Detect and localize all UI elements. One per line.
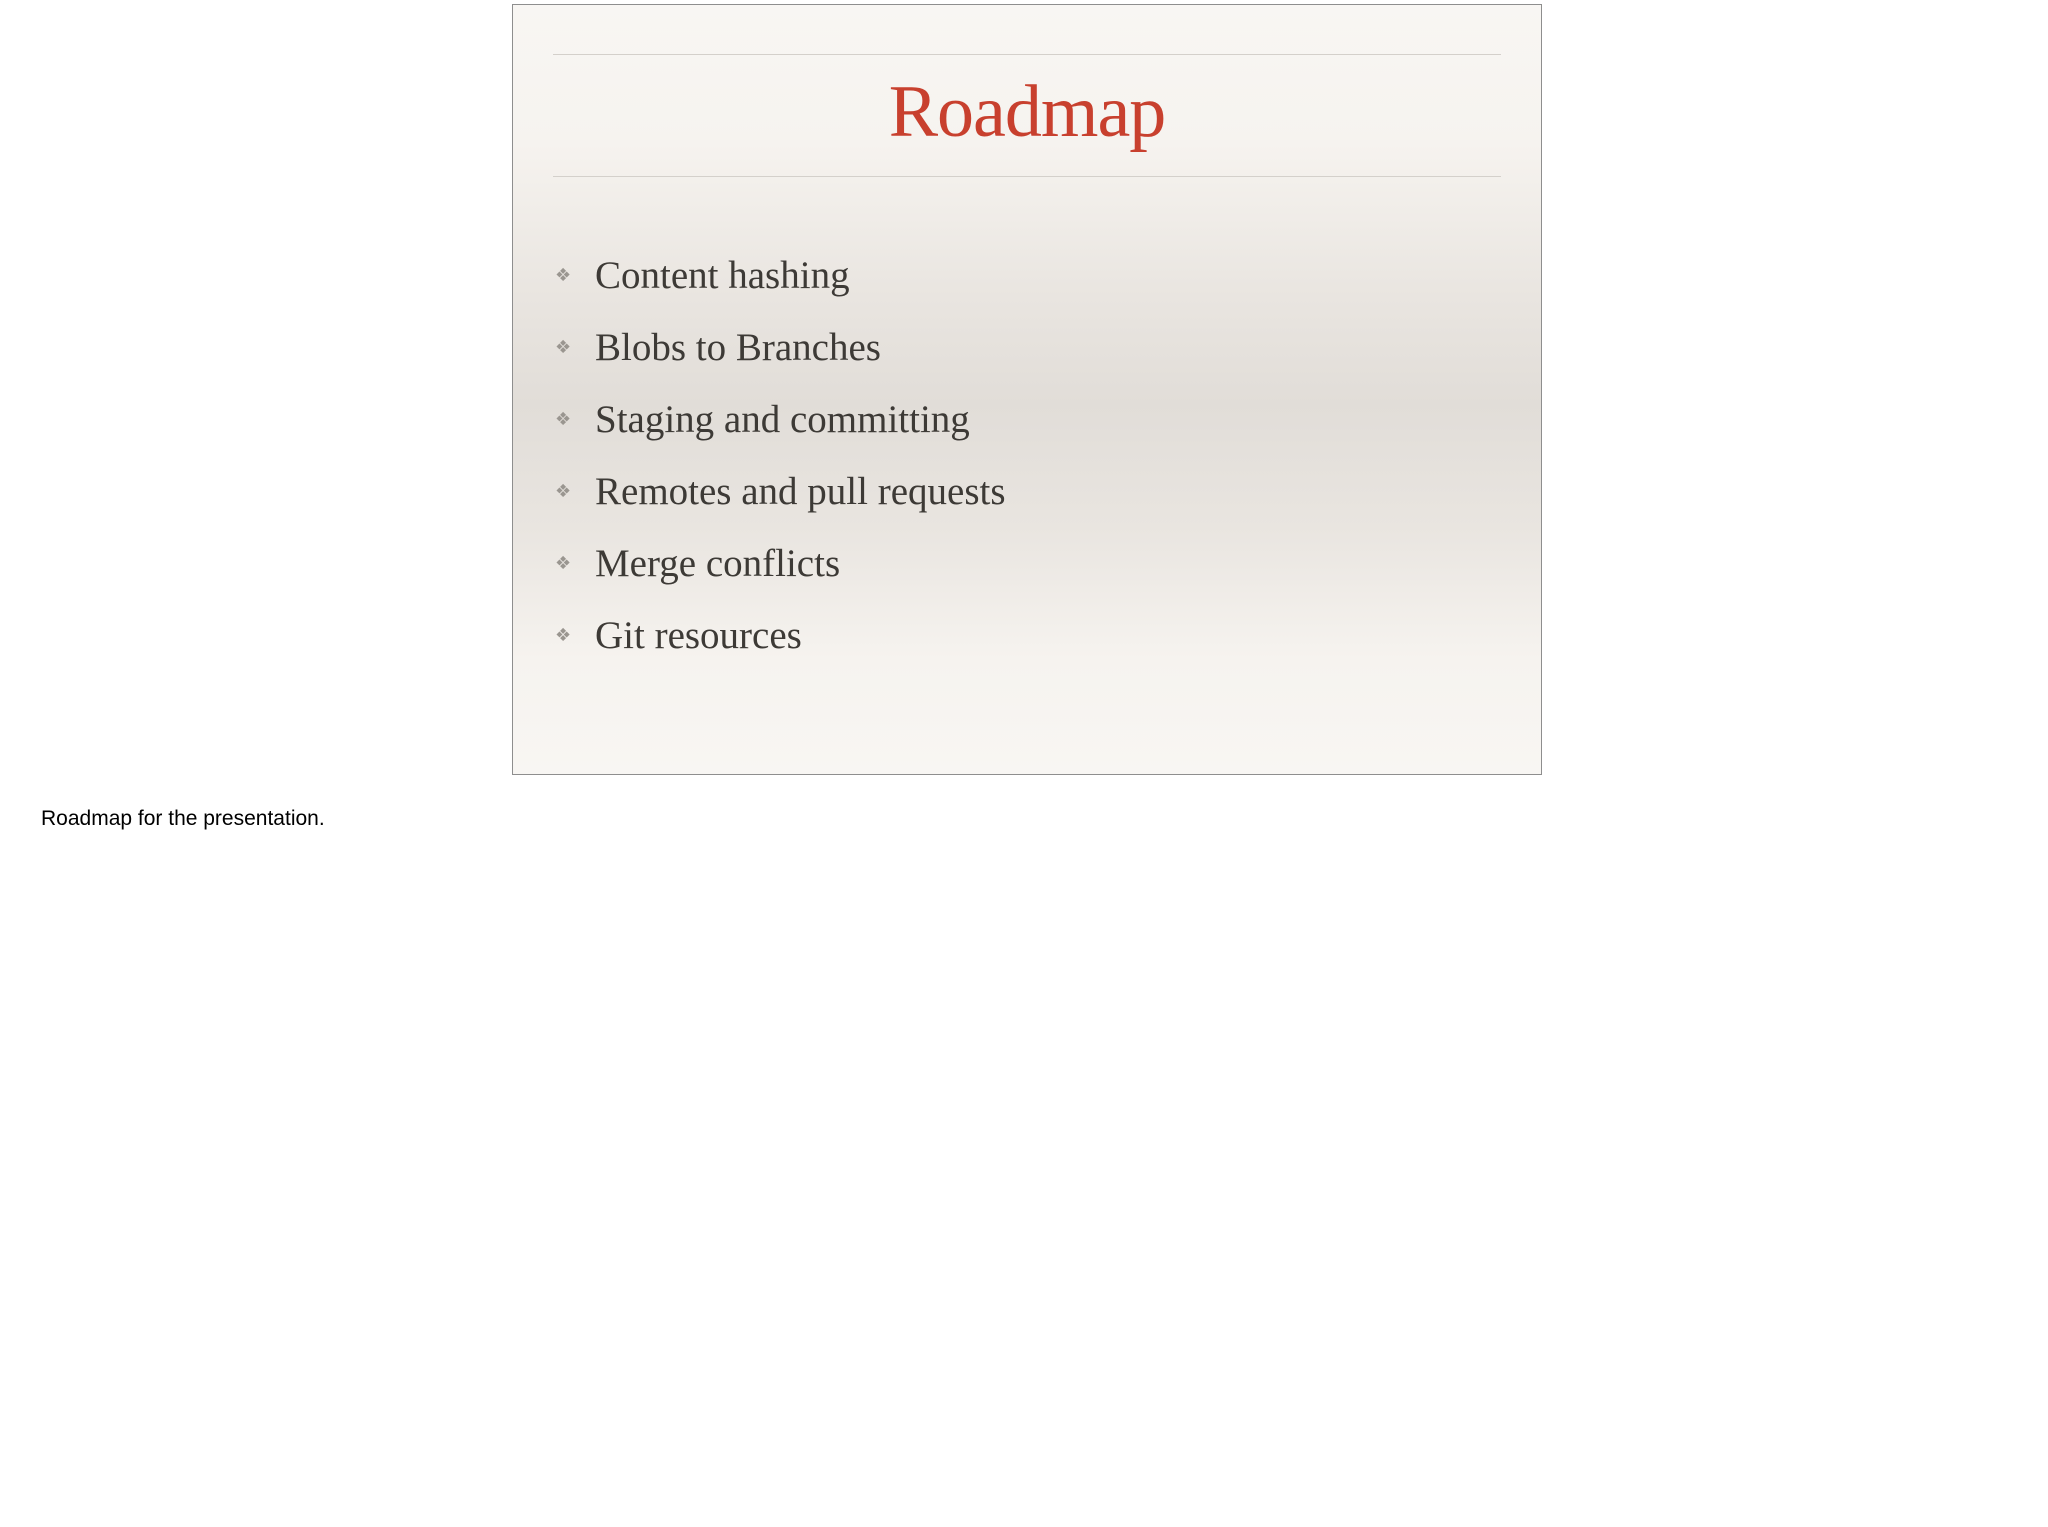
bullet-item	[553, 455, 1006, 527]
bullet-list	[553, 239, 1006, 671]
diamond-bullet-icon: ❖	[555, 624, 572, 646]
slide-title: Roadmap	[888, 71, 1166, 153]
bullet-text: Remotes and pull requests	[595, 469, 1006, 513]
bullet-text: Git resources	[595, 613, 802, 657]
bullet-item	[553, 311, 1006, 383]
bullet-text: Merge conflicts	[595, 541, 841, 585]
diamond-bullet-icon: ❖	[555, 264, 572, 286]
diamond-bullet-icon: ❖	[555, 336, 572, 358]
bullet-text: Staging and committing	[595, 397, 970, 441]
diamond-bullet-icon: ❖	[555, 408, 572, 430]
bullet-text: Content hashing	[595, 253, 850, 297]
speaker-notes: Roadmap for the presentation.	[41, 807, 325, 830]
bullet-item	[553, 383, 1006, 455]
diamond-bullet-icon: ❖	[555, 480, 572, 502]
diamond-bullet-icon: ❖	[555, 552, 572, 574]
bullet-item	[553, 239, 1006, 311]
title-top-rule	[553, 54, 1501, 55]
bullet-item	[553, 599, 1006, 671]
bullet-text: Blobs to Branches	[595, 325, 881, 369]
title-bottom-rule	[553, 176, 1501, 177]
slide	[512, 4, 1542, 775]
bullet-item	[553, 527, 1006, 599]
